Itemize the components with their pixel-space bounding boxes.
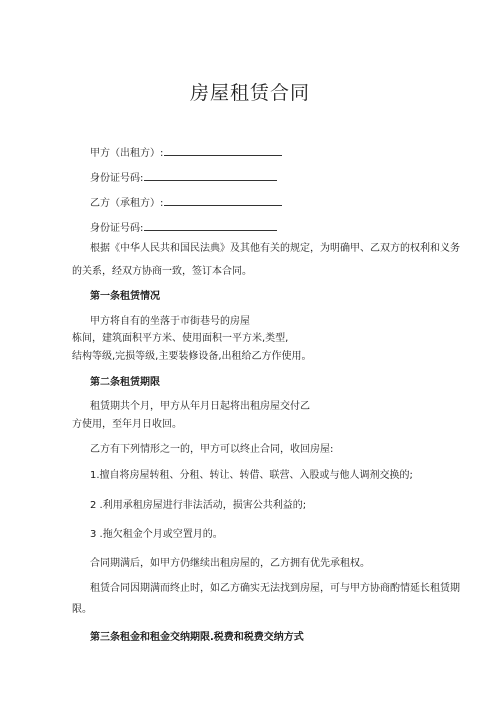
lessor-id-blank[interactable]	[144, 171, 277, 181]
intro-line-1: 根据《中华人民共和国民法典》及其他有关的规定，为明确甲、乙双方的权利和义务	[90, 243, 460, 254]
lessee-id-blank[interactable]	[144, 221, 277, 231]
article-2-line-2: 方使用，至年月日收回。	[72, 419, 182, 430]
intro-line-2: 的关系，经双方协商一致，签订本合同。	[72, 266, 252, 277]
lessee-id-field	[90, 219, 277, 234]
lessee-field	[90, 194, 282, 209]
article-1-heading: 第一条租赁情况	[90, 291, 160, 302]
renewal-priority: 合同期满后，如甲方仍继续出租房屋的，乙方拥有优先承租权。	[90, 558, 370, 569]
document-title: 房屋租赁合同	[189, 82, 310, 104]
lessor-field	[90, 144, 282, 159]
termination-cond-2: 2 .利用承租房屋进行非法活动，损害公共利益的;	[90, 500, 307, 511]
article-2-line-1: 租赁期共个月，甲方从年月日起将出租房屋交付乙	[90, 401, 310, 412]
extension-line-1: 租赁合同因期满而终止时，如乙方确实无法找到房屋，可与甲方协商酌情延长租赁期	[90, 583, 460, 594]
termination-intro: 乙方有下列情形之一的，甲方可以终止合同，收回房屋:	[90, 444, 334, 455]
lessor-id-field	[90, 169, 277, 184]
article-1-line-2: 栋间，建筑面积平方米、使用面积一平方米,类型,	[72, 333, 289, 344]
extension-line-2: 限。	[72, 604, 92, 615]
article-1-line-3: 结构等级,完损等级,主要装修设备,出租给乙方作使用。	[72, 351, 312, 362]
termination-cond-1: 1.擅自将房屋转租、分租、转让、转借、联营、入股或与他人调剂交换的;	[90, 470, 413, 481]
article-1-line-1: 甲方将自有的坐落于市街巷号的房屋	[90, 316, 250, 327]
lessee-blank[interactable]	[164, 196, 282, 206]
lessee-id-label: 身份证号码:	[90, 223, 144, 234]
lessor-id-label: 身份证号码:	[90, 173, 144, 184]
article-2-heading: 第二条租赁期限	[90, 377, 160, 388]
lessor-blank[interactable]	[164, 146, 282, 156]
termination-cond-3: 3 .拖欠租金个月或空置月的。	[90, 529, 223, 540]
lessee-label: 乙方（承租方）:	[90, 198, 164, 209]
lessor-label: 甲方（出租方）:	[90, 148, 164, 159]
article-3-heading: 第三条租金和租金交纳期限.税费和税费交纳方式	[90, 632, 304, 643]
